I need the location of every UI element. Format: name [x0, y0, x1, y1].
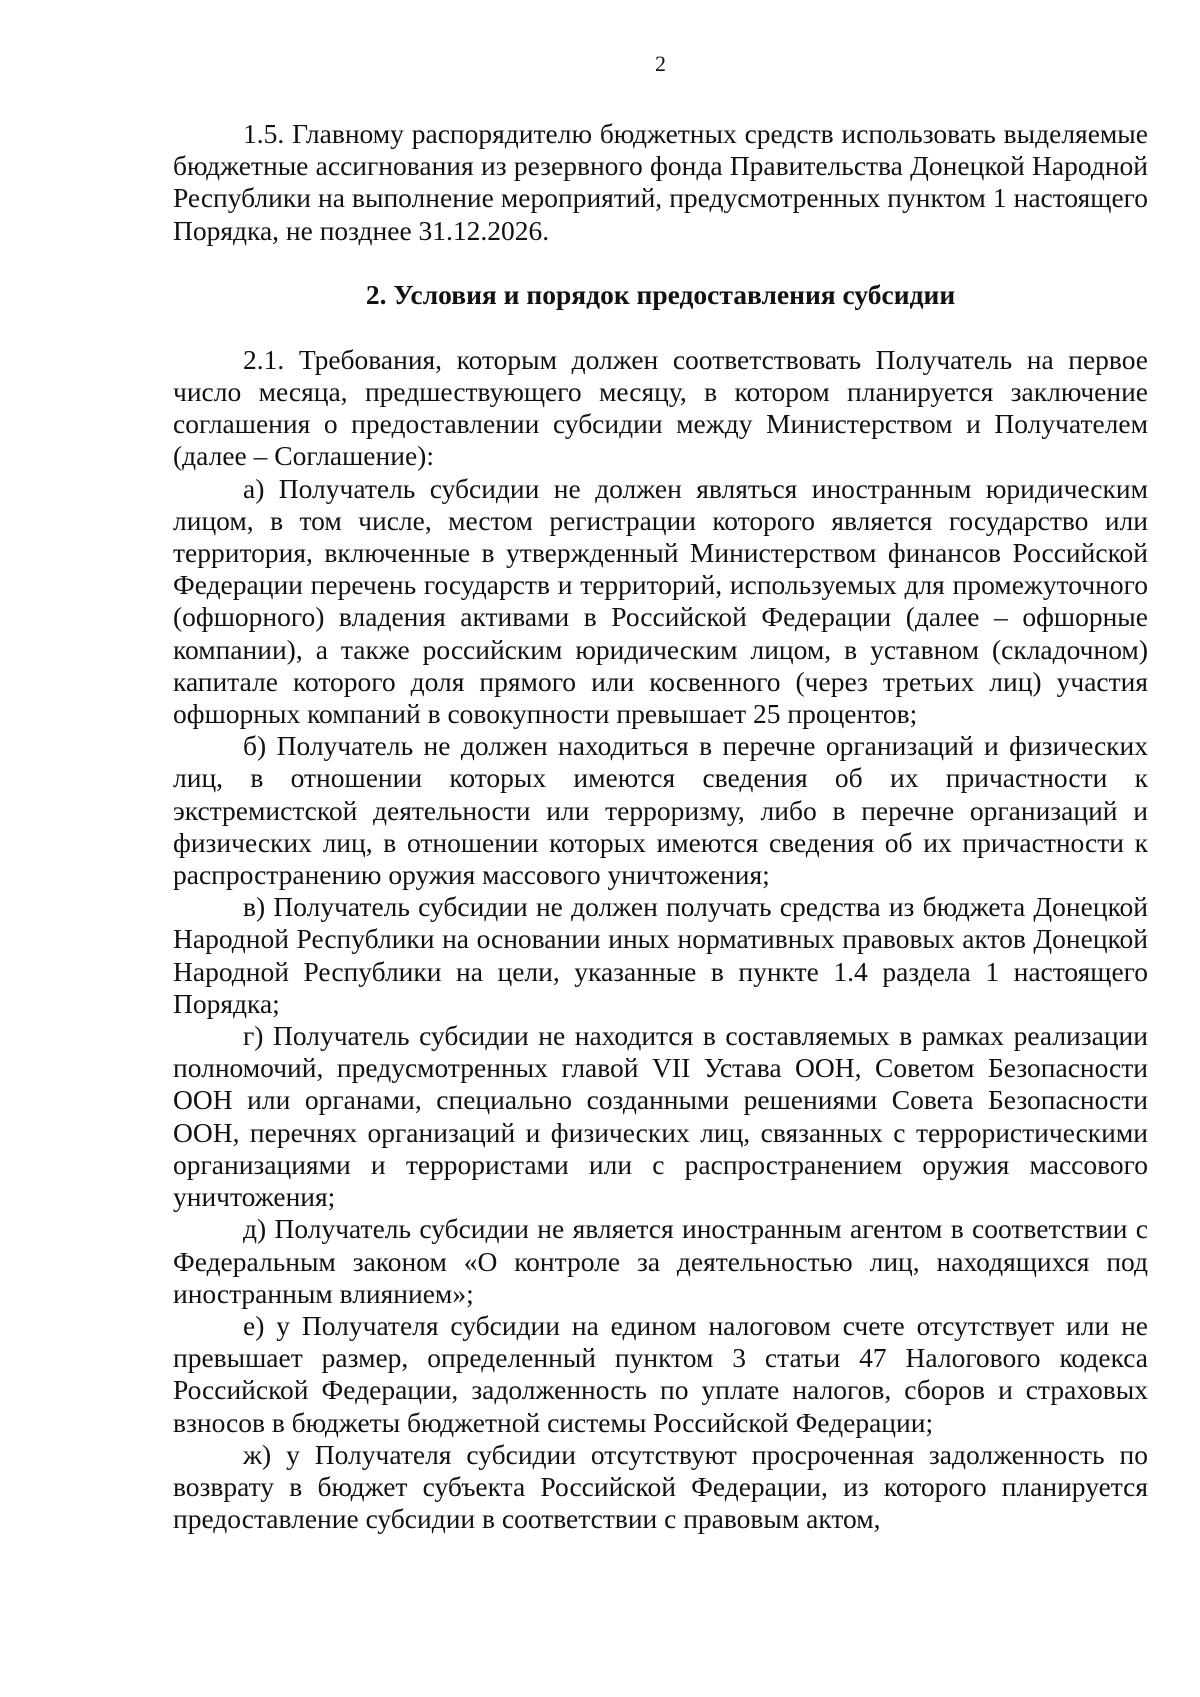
paragraph-item-a: а) Получатель субсидии не должен являться иностранным юридическим лицом, в том числе, местом регистрации которого является государство или территория, включенные в утвержденный Министерством финансов Российской Федерации перечень государств и территорий, используемых для промежуточного (офшорного) владения активами в Российской Федерации (далее – офшорные компании), а также российским юридическим лицом, в уставном (складочном) капитале которого доля прямого или косвенного (через третьих лиц) участия офшорных компаний в совокупности превышает 25 процентов; [173, 472, 1148, 730]
page-number: 2 [655, 51, 666, 76]
paragraph-item-b: б) Получатель не должен находиться в перечне организаций и физических лиц, в отношении которых имеются сведения об их причастности к экстремистской деятельности или терроризму, либо в перечне организаций и физических лиц, в отношении которых имеются сведения об их причастности к распространению оружия массового уничтожения; [173, 730, 1148, 891]
paragraph-item-zh: ж) у Получателя субсидии отсутствуют просроченная задолженность по возврату в бюджет субъекта Российской Федерации, из которого планируется предоставление субсидии в соответствии с правовым актом, [173, 1438, 1148, 1535]
paragraph-item-v: в) Получатель субсидии не должен получать средства из бюджета Донецкой Народной Республики на основании иных нормативных правовых актов Донецкой Народной Республики на цели, указанные в пункте 1.4 раздела 1 настоящего Порядка; [173, 891, 1148, 1019]
paragraph-item-g: г) Получатель субсидии не находится в составляемых в рамках реализации полномочий, предусмотренных главой VII Устава ООН, Советом Безопасности ООН или органами, специально созданными решениями Совета Безопасности ООН, перечнях организаций и физических лиц, связанных с террористическими организациями и террористами или с распространением оружия массового уничтожения; [173, 1020, 1148, 1213]
paragraph-item-d: д) Получатель субсидии не является иностранным агентом в соответствии с Федеральным законом «О контроле за деятельностью лиц, находящихся под иностранным влиянием»; [173, 1213, 1148, 1309]
paragraph-1-5: 1.5. Главному распорядителю бюджетных средств использовать выделяемые бюджетные ассигнования из резервного фонда Правительства Донецкой Народной Республики на выполнение мероприятий, предусмотренных пунктом 1 настоящего Порядка, не позднее 31.12.2026. [173, 118, 1148, 246]
paragraph-2-1: 2.1. Требования, которым должен соответствовать Получатель на первое число месяца, предшествующего месяцу, в котором планируется заключение соглашения о предоставлении субсидии между Министерством и Получателем (далее – Соглашение): [173, 343, 1148, 472]
document-page [173, 52, 1148, 1535]
section-heading: 2. Условия и порядок предоставления субсидии [365, 278, 956, 310]
paragraph-item-e: е) у Получателя субсидии на едином налоговом счете отсутствует или не превышает размер, определенный пунктом 3 статьи 47 Налогового кодекса Российской Федерации, задолженность по уплате налогов, сборов и страховых взносов в бюджеты бюджетной системы Российской Федерации; [173, 1309, 1148, 1438]
